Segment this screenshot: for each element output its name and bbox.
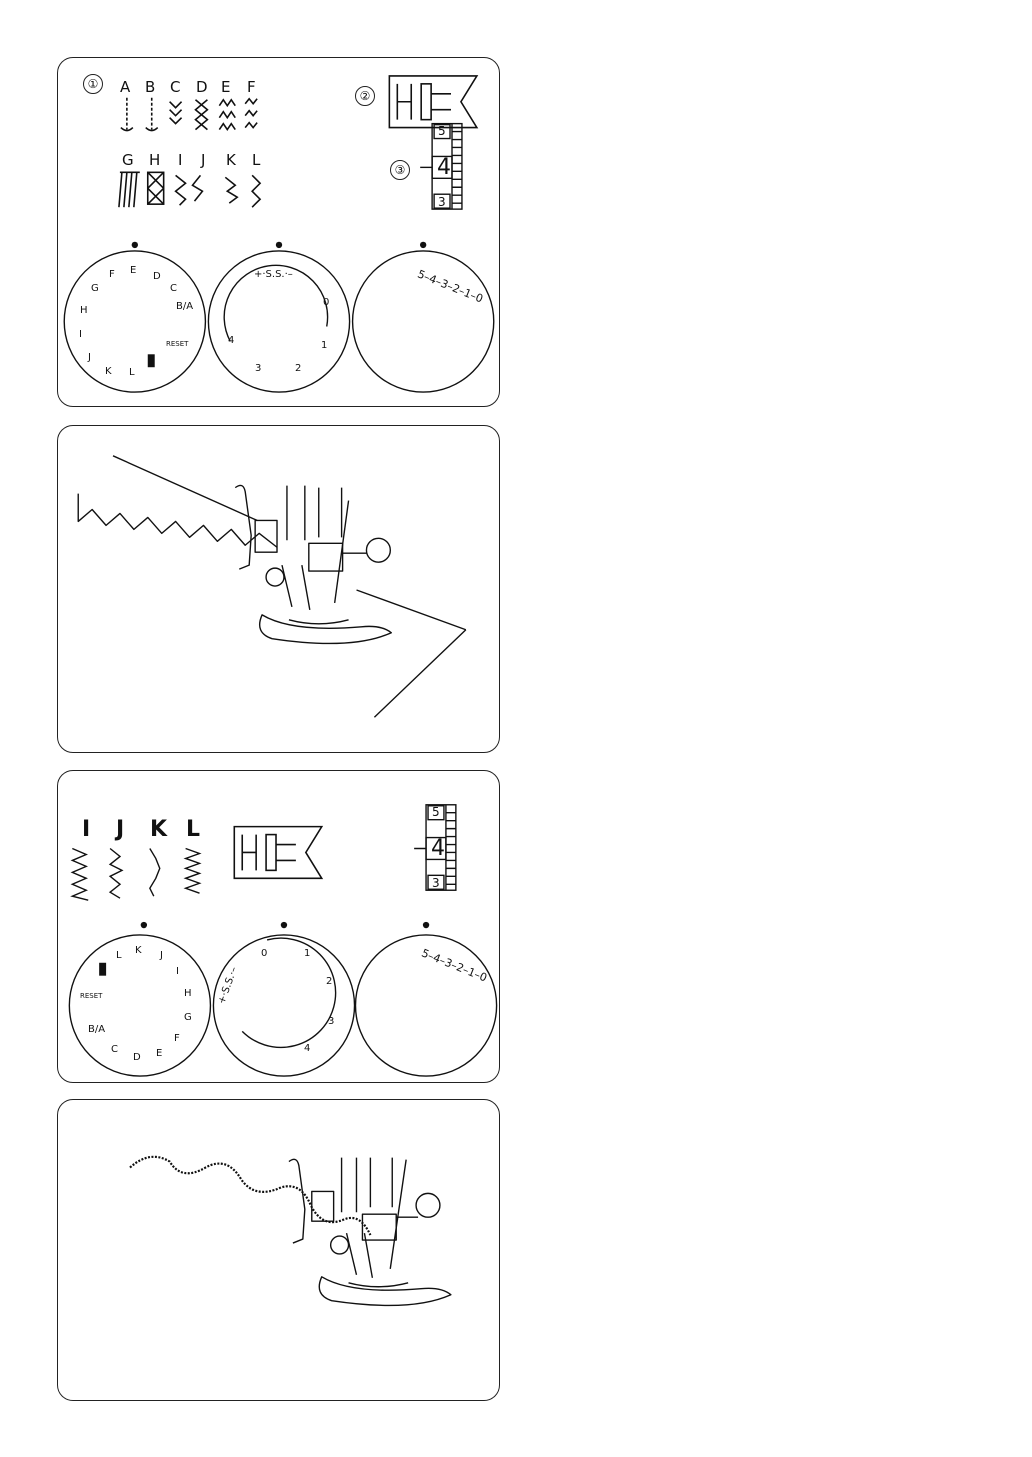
dial2-number-3: 3 (255, 363, 262, 374)
pattern-label-l-large: L (186, 817, 201, 842)
pattern-label-f: F (247, 78, 256, 96)
presser-foot-illustration-2 (58, 1100, 499, 1400)
dial1-reset-label: RESET (80, 992, 103, 1000)
callout-3: ③ (390, 160, 410, 180)
dial1-letter-e: E (156, 1048, 163, 1059)
pattern-label-h: H (149, 151, 161, 169)
dial2-number-2: 2 (326, 976, 333, 987)
width-scale-4: 4 (431, 836, 445, 861)
dial2-number-0: 0 (261, 948, 268, 959)
dial2-number-1: 1 (304, 948, 311, 959)
dial1-letter-h: H (184, 988, 192, 999)
dial1-letter-ba: B/A (176, 301, 194, 312)
pattern-label-c: C (170, 78, 181, 96)
callout-1: ① (83, 74, 103, 94)
sewing-illustration-panel-4 (57, 1099, 500, 1401)
dial1-letter-h: H (80, 305, 88, 316)
pattern-label-b: B (145, 78, 156, 96)
dial1-letter-k: K (105, 366, 112, 377)
sewing-illustration-panel-2 (57, 425, 500, 753)
dial1-letter-j: J (88, 352, 91, 363)
stitch-settings-panel-3 (57, 770, 500, 1083)
pattern-label-k-large: K (150, 817, 168, 842)
pattern-label-l: L (252, 151, 261, 169)
dial1-letter-d: D (153, 271, 161, 282)
dial1-reset-label: RESET (166, 340, 189, 348)
dial1-letter-g: G (91, 283, 99, 294)
dial1-letter-l: L (116, 950, 122, 961)
width-scale-5: 5 (438, 124, 446, 138)
dial1-letter-c: C (170, 283, 177, 294)
dial2-number-0: 0 (323, 297, 330, 308)
panel1-drawing (58, 58, 499, 406)
pattern-label-d: D (196, 78, 208, 96)
dial2-number-4: 4 (304, 1043, 311, 1054)
width-scale-4: 4 (437, 155, 451, 180)
pattern-label-k: K (226, 151, 236, 169)
pattern-label-i-large: I (82, 817, 91, 842)
dial2-top-label: +·S.S.·– (254, 269, 293, 280)
dial3-scale: 5–4–3–2–1–0 (415, 267, 485, 306)
dial1-letter-d: D (133, 1052, 141, 1063)
dial1-letter-k: K (135, 945, 142, 956)
dial1-letter-i: I (79, 329, 82, 340)
width-scale-3: 3 (432, 876, 440, 890)
width-scale-3: 3 (438, 195, 446, 209)
pattern-label-i: I (178, 151, 183, 169)
width-scale-5: 5 (432, 805, 440, 819)
dial2-number-2: 2 (295, 363, 302, 374)
dial1-letter-j: J (160, 950, 163, 961)
pattern-label-g: G (122, 151, 134, 169)
dial1-letter-l: L (129, 367, 135, 378)
callout-2: ② (355, 86, 375, 106)
presser-foot-illustration-1 (58, 426, 499, 752)
pattern-label-j: J (201, 151, 206, 169)
dial3-scale: 5–4–3–2–1–0 (419, 946, 489, 985)
pattern-label-j-large: J (116, 817, 125, 842)
dial1-letter-e: E (130, 265, 137, 276)
dial2-number-4: 4 (228, 335, 235, 346)
pattern-label-e: E (221, 78, 231, 96)
dial1-letter-ba: B/A (88, 1024, 106, 1035)
stitch-settings-panel-1 (57, 57, 500, 407)
dial1-letter-f: F (109, 269, 115, 280)
pattern-label-a: A (120, 78, 131, 96)
dial1-letter-g: G (184, 1012, 192, 1023)
dial1-letter-i: I (176, 966, 179, 977)
dial1-letter-c: C (111, 1044, 118, 1055)
dial2-number-3: 3 (328, 1016, 335, 1027)
dial2-top-label: +·S.S.·– (216, 965, 240, 1006)
dial1-letter-f: F (174, 1033, 180, 1044)
dial2-number-1: 1 (321, 340, 328, 351)
